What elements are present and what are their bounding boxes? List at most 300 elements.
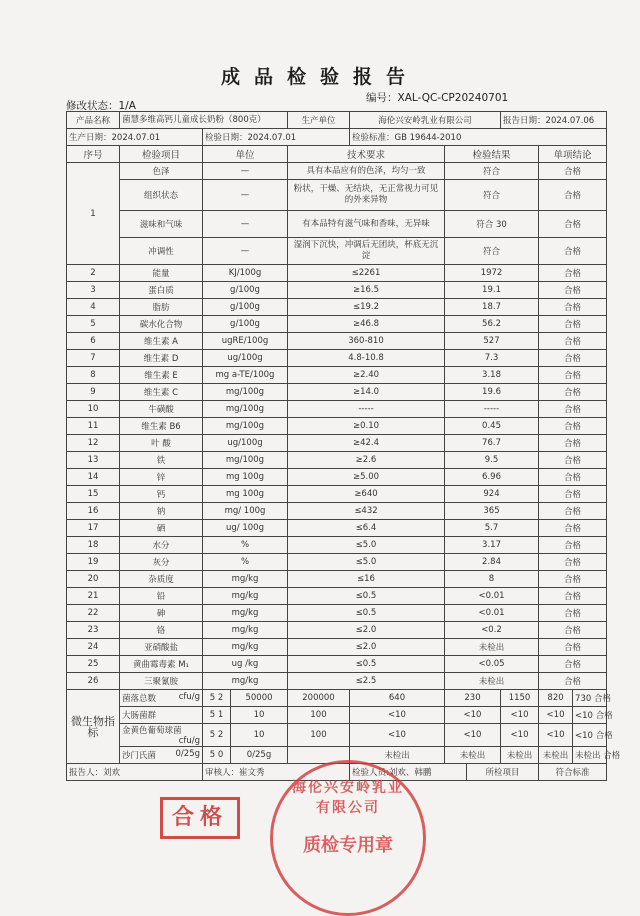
row-result: 7.3: [445, 350, 539, 367]
micro-result-3: <10: [501, 724, 539, 747]
row-item: 铅: [120, 588, 203, 605]
inspection-table: [66, 111, 621, 781]
sensory-item: 色泽: [120, 163, 203, 180]
test-row: [67, 316, 607, 333]
test-row: [67, 435, 607, 452]
row-result: <0.01: [445, 605, 539, 622]
producer-label: 生产单位: [288, 112, 350, 129]
row-no: 12: [67, 435, 120, 452]
micro-result-5-value: 730: [575, 694, 592, 704]
row-requirement: ≥42.4: [288, 435, 445, 452]
micro-row: [67, 690, 607, 707]
micro-result-5: [573, 747, 621, 764]
row-result: 76.7: [445, 435, 539, 452]
test-rows: [67, 265, 607, 690]
row-no: 19: [67, 554, 120, 571]
row-unit: mg/100g: [203, 418, 288, 435]
test-row: [67, 503, 607, 520]
row-conclusion: 合格: [539, 503, 607, 520]
row-item: 三聚氰胺: [120, 673, 203, 690]
row-item: 维生素 A: [120, 333, 203, 350]
row-requirement: ≥0.10: [288, 418, 445, 435]
micro-n: 5: [209, 730, 216, 740]
row-conclusion: 合格: [539, 588, 607, 605]
row-item: 碳水化合物: [120, 316, 203, 333]
row-no: 6: [67, 333, 120, 350]
micro-item-name: 沙门氏菌: [122, 751, 157, 761]
row-result: 3.18: [445, 367, 539, 384]
row-item: 硒: [120, 520, 203, 537]
test-standard: [350, 129, 607, 146]
row-result: 365: [445, 503, 539, 520]
micro-result-5-value: 未检出: [575, 751, 601, 761]
row-requirement: ≤0.5: [288, 605, 445, 622]
row-item: 黄曲霉毒素 M₁: [120, 656, 203, 673]
row-item: 脂肪: [120, 299, 203, 316]
sensory-no: 1: [67, 163, 120, 265]
row-item: 杂质度: [120, 571, 203, 588]
row-unit: ug/100g: [203, 435, 288, 452]
micro-result-5: [573, 707, 613, 724]
row-requirement: ≤6.4: [288, 520, 445, 537]
micro-result-5: [573, 724, 613, 747]
row-conclusion: 合格: [539, 571, 607, 588]
header-no: 序号: [67, 146, 120, 163]
row-unit: mg 100g: [203, 486, 288, 503]
report-number: [366, 90, 508, 105]
row-no: 14: [67, 469, 120, 486]
product-name-label: 产品名称: [67, 112, 120, 129]
row-unit: mg/100g: [203, 401, 288, 418]
row-requirement: ≤5.0: [288, 537, 445, 554]
inspector: 检验人员:刘欢、韩鹏: [350, 764, 467, 781]
header-row: [67, 146, 607, 163]
micro-item: [120, 690, 203, 707]
micro-c: 2: [217, 730, 224, 740]
product-name: 菌慧多维高钙儿童成长奶粉（800克）: [120, 112, 288, 129]
row-item: 叶 酸: [120, 435, 203, 452]
row-conclusion: 合格: [539, 469, 607, 486]
micro-item: [120, 747, 203, 764]
row-result: 19.1: [445, 282, 539, 299]
report-date-value: 2024.07.06: [545, 116, 595, 126]
row-item: 维生素 D: [120, 350, 203, 367]
micro-conclusion: 合格: [595, 731, 613, 741]
test-row: [67, 469, 607, 486]
row-requirement: ≥16.5: [288, 282, 445, 299]
row-unit: mg/kg: [203, 622, 288, 639]
row-no: 7: [67, 350, 120, 367]
micro-item-unit: cfu/g: [178, 736, 200, 746]
micro-result-3: 1150: [501, 690, 539, 707]
row-requirement: ≥5.00: [288, 469, 445, 486]
sensory-result: 符合: [445, 238, 539, 265]
micro-M: 100: [288, 724, 350, 747]
row-unit: g/100g: [203, 316, 288, 333]
row-requirement: ≤19.2: [288, 299, 445, 316]
test-standard-label: 检验标准：: [352, 133, 395, 143]
micro-m: 0/25g: [231, 747, 288, 764]
row-result: <0.2: [445, 622, 539, 639]
sensory-row: [67, 163, 607, 180]
row-item: 钙: [120, 486, 203, 503]
test-row: [67, 639, 607, 656]
test-row: [67, 350, 607, 367]
test-row: [67, 486, 607, 503]
header-result: 检验结果: [445, 146, 539, 163]
row-requirement: ≤0.5: [288, 588, 445, 605]
micro-result-5-value: <10: [575, 731, 593, 741]
release-value: 符合标准: [539, 764, 607, 781]
micro-item-name: 大肠菌群: [122, 711, 157, 721]
row-no: 3: [67, 282, 120, 299]
row-result: 2.84: [445, 554, 539, 571]
sensory-unit: —: [203, 238, 288, 265]
sensory-item: 组织状态: [120, 180, 203, 211]
row-conclusion: 合格: [539, 639, 607, 656]
sensory-row: [67, 180, 607, 211]
micro-result-4: <10: [539, 707, 573, 724]
row-item: 水分: [120, 537, 203, 554]
row-result: 56.2: [445, 316, 539, 333]
row-unit: mg 100g: [203, 469, 288, 486]
row-conclusion: 合格: [539, 520, 607, 537]
micro-rows: [67, 690, 621, 764]
row-unit: mg/kg: [203, 673, 288, 690]
micro-c: 0: [217, 750, 224, 760]
micro-m: 10: [231, 724, 288, 747]
test-date: [203, 129, 350, 146]
micro-result-5: [573, 690, 611, 707]
sensory-result: 符合: [445, 163, 539, 180]
sensory-result: 符合: [445, 180, 539, 211]
row-requirement: ≤2261: [288, 265, 445, 282]
test-row: [67, 384, 607, 401]
test-row: [67, 299, 607, 316]
report-title: 成品检验报告: [220, 66, 419, 88]
row-item: 砷: [120, 605, 203, 622]
row-no: 24: [67, 639, 120, 656]
sensory-conclusion: 合格: [539, 238, 607, 265]
micro-conclusion: 合格: [595, 711, 613, 721]
row-requirement: ≤5.0: [288, 554, 445, 571]
row-item: 能量: [120, 265, 203, 282]
row-result: 8: [445, 571, 539, 588]
micro-item: [120, 707, 203, 724]
sensory-row: [67, 238, 607, 265]
sensory-unit: —: [203, 180, 288, 211]
test-row: [67, 673, 607, 690]
test-date-value: 2024.07.01: [247, 133, 297, 143]
row-no: 9: [67, 384, 120, 401]
micro-result-2: <10: [445, 724, 501, 747]
report-date-label: 报告日期：: [503, 116, 546, 126]
test-row: [67, 622, 607, 639]
row-conclusion: 合格: [539, 435, 607, 452]
micro-n: 5: [209, 710, 216, 720]
row-no: 21: [67, 588, 120, 605]
micro-result-2: <10: [445, 707, 501, 724]
seal-title: 质检专用章: [303, 835, 393, 856]
micro-label: 微生物指标: [67, 690, 120, 764]
row-requirement: ≥2.6: [288, 452, 445, 469]
row-result: <0.01: [445, 588, 539, 605]
row-no: 10: [67, 401, 120, 418]
row-requirement: 4.8-10.8: [288, 350, 445, 367]
sensory-requirement: 粉状，干燥、无结块，无正常视力可见的外来异物: [288, 180, 445, 211]
row-conclusion: 合格: [539, 367, 607, 384]
sensory-requirement: 有本品特有滋气味和香味，无异味: [288, 211, 445, 238]
test-row: [67, 282, 607, 299]
production-date-value: 2024.07.01: [111, 133, 161, 143]
row-result: 0.45: [445, 418, 539, 435]
sensory-unit: —: [203, 211, 288, 238]
micro-nc: [203, 690, 231, 707]
micro-n: 5: [209, 750, 216, 760]
sensory-requirement: 具有本品应有的色泽，均匀一致: [288, 163, 445, 180]
row-conclusion: 合格: [539, 656, 607, 673]
micro-result-1: <10: [350, 707, 445, 724]
row-result: 1972: [445, 265, 539, 282]
micro-result-1: 640: [350, 690, 445, 707]
micro-result-4: 820: [539, 690, 573, 707]
product-row: [67, 112, 607, 129]
row-item: 钠: [120, 503, 203, 520]
row-conclusion: 合格: [539, 401, 607, 418]
seal-company: 海伦兴安岭乳业有限公司: [292, 780, 404, 816]
micro-row: [67, 707, 607, 724]
header-requirement: 技术要求: [288, 146, 445, 163]
test-row: [67, 367, 607, 384]
row-requirement: ≤2.0: [288, 639, 445, 656]
sensory-result: 符合 30: [445, 211, 539, 238]
test-row: [67, 571, 607, 588]
row-item: 维生素 E: [120, 367, 203, 384]
row-no: 15: [67, 486, 120, 503]
micro-result-3: <10: [501, 707, 539, 724]
sensory-item: 冲调性: [120, 238, 203, 265]
row-result: 9.5: [445, 452, 539, 469]
row-result: 924: [445, 486, 539, 503]
row-no: 11: [67, 418, 120, 435]
row-no: 4: [67, 299, 120, 316]
row-unit: mg/kg: [203, 639, 288, 656]
row-conclusion: 合格: [539, 554, 607, 571]
micro-conclusion: 合格: [603, 751, 621, 761]
row-requirement: ≥46.8: [288, 316, 445, 333]
row-result: 527: [445, 333, 539, 350]
micro-M: 100: [288, 707, 350, 724]
micro-conclusion: 合格: [593, 694, 611, 704]
row-unit: %: [203, 537, 288, 554]
row-no: 20: [67, 571, 120, 588]
test-row: [67, 554, 607, 571]
test-standard-value: GB 19644-2010: [394, 133, 462, 143]
row-no: 17: [67, 520, 120, 537]
row-conclusion: 合格: [539, 673, 607, 690]
sensory-conclusion: 合格: [539, 180, 607, 211]
row-unit: mg/ 100g: [203, 503, 288, 520]
micro-item: [120, 724, 203, 747]
row-conclusion: 合格: [539, 316, 607, 333]
production-date: [67, 129, 203, 146]
test-row: [67, 265, 607, 282]
row-no: 22: [67, 605, 120, 622]
row-result: <0.05: [445, 656, 539, 673]
row-conclusion: 合格: [539, 265, 607, 282]
report-number-value: XAL-QC-CP20240701: [397, 92, 509, 104]
row-unit: ug/100g: [203, 350, 288, 367]
row-unit: g/100g: [203, 282, 288, 299]
sensory-requirement: 湿润下沉快，冲调后无团块，杯底无沉淀: [288, 238, 445, 265]
row-item: 锌: [120, 469, 203, 486]
micro-result-2: 230: [445, 690, 501, 707]
row-conclusion: 合格: [539, 299, 607, 316]
qc-seal: [270, 760, 426, 916]
test-row: [67, 588, 607, 605]
micro-n: 5: [209, 693, 216, 703]
row-result: 未检出: [445, 639, 539, 656]
row-unit: mg a-TE/100g: [203, 367, 288, 384]
test-row: [67, 401, 607, 418]
row-requirement: ≤0.5: [288, 656, 445, 673]
row-conclusion: 合格: [539, 622, 607, 639]
pass-stamp: 合格: [160, 797, 240, 839]
test-row: [67, 537, 607, 554]
micro-c: 2: [217, 693, 224, 703]
micro-m: 10: [231, 707, 288, 724]
micro-result-4: <10: [539, 724, 573, 747]
release-label: 所检项目: [467, 764, 539, 781]
sensory-conclusion: 合格: [539, 163, 607, 180]
micro-item-name: 金黄色葡萄球菌: [122, 726, 182, 736]
production-date-label: 生产日期：: [69, 133, 112, 143]
sensory-conclusion: 合格: [539, 211, 607, 238]
header-item: 检验项目: [120, 146, 203, 163]
test-row: [67, 333, 607, 350]
auditor: 审核人：崔文秀: [203, 764, 350, 781]
row-no: 18: [67, 537, 120, 554]
row-no: 2: [67, 265, 120, 282]
row-item: 蛋白质: [120, 282, 203, 299]
row-requirement: ≥640: [288, 486, 445, 503]
row-requirement: -----: [288, 401, 445, 418]
row-result: 5.7: [445, 520, 539, 537]
test-row: [67, 605, 607, 622]
row-no: 23: [67, 622, 120, 639]
test-row: [67, 452, 607, 469]
test-row: [67, 656, 607, 673]
row-result: 19.6: [445, 384, 539, 401]
row-unit: g/100g: [203, 299, 288, 316]
micro-result-3: 未检出: [501, 747, 539, 764]
row-item: 维生素 C: [120, 384, 203, 401]
row-result: 18.7: [445, 299, 539, 316]
row-no: 13: [67, 452, 120, 469]
row-no: 26: [67, 673, 120, 690]
row-conclusion: 合格: [539, 418, 607, 435]
row-requirement: 360-810: [288, 333, 445, 350]
micro-result-4: 未检出: [539, 747, 573, 764]
report-number-label: 编号：: [366, 92, 398, 104]
row-no: 16: [67, 503, 120, 520]
micro-item-unit: cfu/g: [178, 692, 200, 702]
test-row: [67, 418, 607, 435]
row-unit: mg/100g: [203, 384, 288, 401]
revision-status: 修改状态：1/A: [66, 100, 136, 112]
row-requirement: ≤16: [288, 571, 445, 588]
micro-nc: [203, 747, 231, 764]
micro-item-name: 菌落总数: [122, 694, 157, 704]
row-conclusion: 合格: [539, 333, 607, 350]
row-no: 25: [67, 656, 120, 673]
row-unit: %: [203, 554, 288, 571]
row-conclusion: 合格: [539, 486, 607, 503]
row-result: 3.17: [445, 537, 539, 554]
row-conclusion: 合格: [539, 282, 607, 299]
row-unit: mg/100g: [203, 452, 288, 469]
sensory-item: 滋味和气味: [120, 211, 203, 238]
row-item: 灰分: [120, 554, 203, 571]
producer: 海伦兴安岭乳业有限公司: [350, 112, 501, 129]
row-requirement: ≤432: [288, 503, 445, 520]
micro-result-2: 未检出: [445, 747, 501, 764]
row-unit: mg/kg: [203, 588, 288, 605]
row-conclusion: 合格: [539, 537, 607, 554]
row-unit: mg/kg: [203, 571, 288, 588]
reporter: 报告人：刘欢: [67, 764, 203, 781]
row-conclusion: 合格: [539, 605, 607, 622]
micro-item-unit: 0/25g: [175, 749, 200, 759]
sensory-unit: —: [203, 163, 288, 180]
row-no: 8: [67, 367, 120, 384]
row-unit: ugRE/100g: [203, 333, 288, 350]
row-item: 维生素 B6: [120, 418, 203, 435]
row-item: 牛磺酸: [120, 401, 203, 418]
row-conclusion: 合格: [539, 350, 607, 367]
row-requirement: ≥2.40: [288, 367, 445, 384]
row-requirement: ≤2.0: [288, 622, 445, 639]
date-row: [67, 129, 607, 146]
header-unit: 单位: [203, 146, 288, 163]
row-unit: ug /kg: [203, 656, 288, 673]
micro-M: 200000: [288, 690, 350, 707]
row-conclusion: 合格: [539, 384, 607, 401]
row-unit: KJ/100g: [203, 265, 288, 282]
micro-result-5-value: <10: [575, 711, 593, 721]
row-item: 铬: [120, 622, 203, 639]
test-date-label: 检验日期：: [205, 133, 248, 143]
header-conclusion: 单项结论: [539, 146, 607, 163]
micro-c: 1: [217, 710, 224, 720]
row-unit: ug/ 100g: [203, 520, 288, 537]
row-item: 亚硝酸盐: [120, 639, 203, 656]
row-unit: mg/kg: [203, 605, 288, 622]
report-date: [501, 112, 607, 129]
sensory-row: [67, 211, 607, 238]
test-row: [67, 520, 607, 537]
micro-result-1: 未检出: [350, 747, 445, 764]
micro-result-1: <10: [350, 724, 445, 747]
row-item: 铁: [120, 452, 203, 469]
micro-row: [67, 724, 607, 747]
micro-nc: [203, 724, 231, 747]
row-requirement: ≤2.5: [288, 673, 445, 690]
row-requirement: ≥14.0: [288, 384, 445, 401]
row-no: 5: [67, 316, 120, 333]
row-conclusion: 合格: [539, 452, 607, 469]
micro-m: 50000: [231, 690, 288, 707]
